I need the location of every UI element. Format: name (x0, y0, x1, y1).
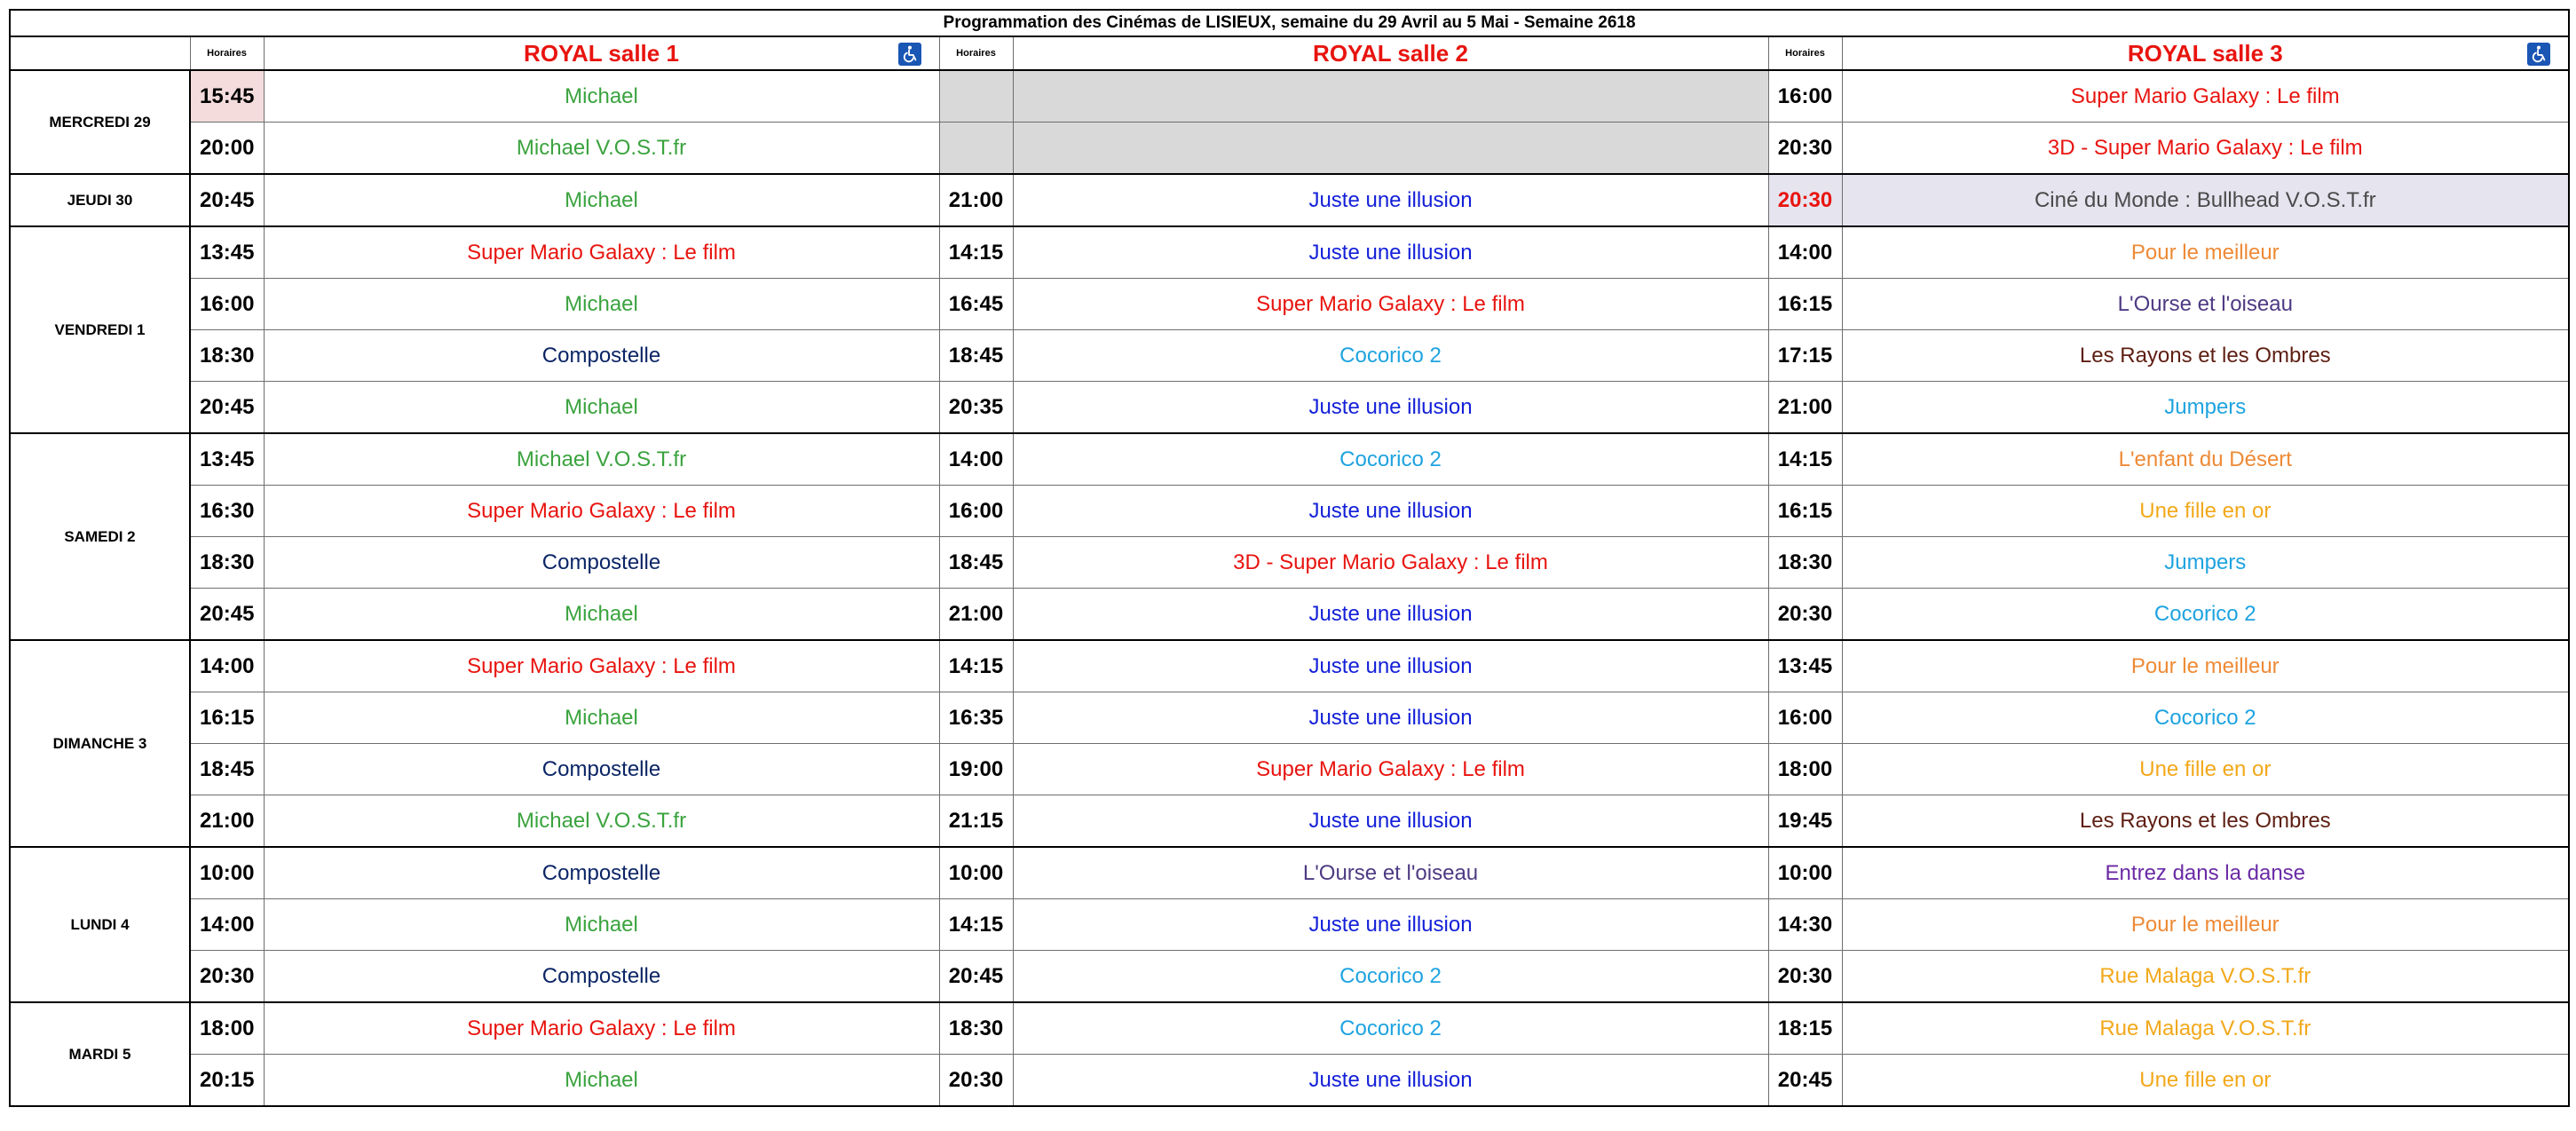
showtime-salle-2 (939, 70, 1013, 123)
schedule-row (10, 70, 2569, 123)
header-row (10, 36, 2569, 70)
showtime-salle-2: 18:30 (939, 1002, 1013, 1055)
page-title: Programmation des Cinémas de LISIEUX, semaine du 29 Avril au 5 Mai - Semaine 2618 (10, 10, 2569, 36)
showtime-salle-3: 10:00 (1768, 847, 1842, 899)
showtime-salle-3: 14:30 (1768, 899, 1842, 951)
schedule-row (10, 899, 2569, 951)
showtime-salle-1: 18:00 (190, 1002, 264, 1055)
schedule-row (10, 589, 2569, 641)
schedule-row (10, 847, 2569, 899)
showtime-salle-2 (939, 123, 1013, 175)
schedule-row (10, 692, 2569, 744)
film-title-salle-2: Juste une illusion (1013, 899, 1768, 951)
film-title-salle-1: Compostelle (264, 951, 939, 1003)
horaires-label-2: Horaires (939, 36, 1013, 70)
showtime-salle-1: 20:45 (190, 174, 264, 226)
showtime-salle-2: 18:45 (939, 330, 1013, 382)
film-title-salle-3: Les Rayons et les Ombres (1842, 330, 2569, 382)
schedule-row (10, 744, 2569, 795)
showtime-salle-3: 19:45 (1768, 795, 1842, 848)
film-title-salle-2: Super Mario Galaxy : Le film (1013, 744, 1768, 795)
showtime-salle-2: 20:45 (939, 951, 1013, 1003)
day-label: VENDREDI 1 (10, 226, 190, 433)
showtime-salle-2: 14:15 (939, 899, 1013, 951)
schedule-row (10, 382, 2569, 434)
film-title-salle-3: Jumpers (1842, 382, 2569, 434)
showtime-salle-3: 16:15 (1768, 486, 1842, 537)
schedule-row (10, 279, 2569, 330)
schedule-row (10, 640, 2569, 692)
showtime-salle-2: 21:00 (939, 174, 1013, 226)
film-title-salle-2: Juste une illusion (1013, 486, 1768, 537)
showtime-salle-3: 16:00 (1768, 692, 1842, 744)
film-title-salle-1: Compostelle (264, 537, 939, 589)
film-title-salle-3: Pour le meilleur (1842, 226, 2569, 279)
showtime-salle-3: 16:15 (1768, 279, 1842, 330)
showtime-salle-2: 21:00 (939, 589, 1013, 641)
showtime-salle-3: 18:30 (1768, 537, 1842, 589)
showtime-salle-3: 20:30 (1768, 174, 1842, 226)
film-title-salle-3: Cocorico 2 (1842, 589, 2569, 641)
film-title-salle-2: Super Mario Galaxy : Le film (1013, 279, 1768, 330)
showtime-salle-1: 10:00 (190, 847, 264, 899)
film-title-salle-1: Compostelle (264, 744, 939, 795)
day-label: LUNDI 4 (10, 847, 190, 1002)
film-title-salle-1: Michael (264, 174, 939, 226)
showtime-salle-2: 20:30 (939, 1055, 1013, 1107)
film-title-salle-1: Michael V.O.S.T.fr (264, 123, 939, 175)
film-title-salle-1: Compostelle (264, 847, 939, 899)
showtime-salle-1: 18:30 (190, 330, 264, 382)
film-title-salle-2: Cocorico 2 (1013, 330, 1768, 382)
showtime-salle-3: 17:15 (1768, 330, 1842, 382)
room-title-1 (264, 36, 939, 70)
showtime-salle-3: 13:45 (1768, 640, 1842, 692)
showtime-salle-3: 18:00 (1768, 744, 1842, 795)
title-row (10, 10, 2569, 36)
film-title-salle-2 (1013, 123, 1768, 175)
showtime-salle-1: 21:00 (190, 795, 264, 848)
film-title-salle-3: Une fille en or (1842, 744, 2569, 795)
showtime-salle-3: 18:15 (1768, 1002, 1842, 1055)
film-title-salle-3: Les Rayons et les Ombres (1842, 795, 2569, 848)
showtime-salle-1: 20:00 (190, 123, 264, 175)
film-title-salle-2: Cocorico 2 (1013, 433, 1768, 486)
day-label: MERCREDI 29 (10, 70, 190, 174)
film-title-salle-2: Juste une illusion (1013, 226, 1768, 279)
showtime-salle-1: 20:30 (190, 951, 264, 1003)
schedule-table (9, 9, 2570, 1107)
film-title-salle-1: Michael (264, 899, 939, 951)
film-title-salle-1: Super Mario Galaxy : Le film (264, 486, 939, 537)
schedule-row (10, 795, 2569, 848)
film-title-salle-1: Super Mario Galaxy : Le film (264, 226, 939, 279)
room-title-2-text: ROYAL salle 2 (1313, 39, 1468, 67)
showtime-salle-2: 21:15 (939, 795, 1013, 848)
showtime-salle-3: 20:45 (1768, 1055, 1842, 1107)
film-title-salle-1: Super Mario Galaxy : Le film (264, 640, 939, 692)
showtime-salle-1: 14:00 (190, 899, 264, 951)
showtime-salle-2: 14:15 (939, 226, 1013, 279)
showtime-salle-1: 20:15 (190, 1055, 264, 1107)
showtime-salle-1: 18:45 (190, 744, 264, 795)
wheelchair-icon (2527, 43, 2550, 66)
day-label: DIMANCHE 3 (10, 640, 190, 847)
schedule-sheet (9, 9, 2570, 1107)
showtime-salle-2: 10:00 (939, 847, 1013, 899)
film-title-salle-1: Michael (264, 1055, 939, 1107)
showtime-salle-2: 16:00 (939, 486, 1013, 537)
film-title-salle-1: Michael (264, 279, 939, 330)
room-title-2 (1013, 36, 1768, 70)
showtime-salle-3: 20:30 (1768, 123, 1842, 175)
showtime-salle-2: 16:45 (939, 279, 1013, 330)
day-label: SAMEDI 2 (10, 433, 190, 640)
showtime-salle-1: 16:00 (190, 279, 264, 330)
film-title-salle-3: L'enfant du Désert (1842, 433, 2569, 486)
film-title-salle-3: L'Ourse et l'oiseau (1842, 279, 2569, 330)
film-title-salle-3: Pour le meilleur (1842, 899, 2569, 951)
schedule-row (10, 123, 2569, 175)
showtime-salle-1: 14:00 (190, 640, 264, 692)
room-title-3 (1842, 36, 2569, 70)
showtime-salle-2: 14:15 (939, 640, 1013, 692)
schedule-row (10, 330, 2569, 382)
film-title-salle-3: Super Mario Galaxy : Le film (1842, 70, 2569, 123)
film-title-salle-1: Michael (264, 589, 939, 641)
showtime-salle-1: 16:15 (190, 692, 264, 744)
showtime-salle-1: 20:45 (190, 589, 264, 641)
horaires-label-1: Horaires (190, 36, 264, 70)
schedule-row (10, 433, 2569, 486)
showtime-salle-2: 14:00 (939, 433, 1013, 486)
film-title-salle-2: Juste une illusion (1013, 1055, 1768, 1107)
film-title-salle-2: Juste une illusion (1013, 692, 1768, 744)
film-title-salle-2: Juste une illusion (1013, 382, 1768, 434)
film-title-salle-2: Juste une illusion (1013, 589, 1768, 641)
showtime-salle-1: 15:45 (190, 70, 264, 123)
film-title-salle-2 (1013, 70, 1768, 123)
showtime-salle-1: 20:45 (190, 382, 264, 434)
showtime-salle-3: 20:30 (1768, 589, 1842, 641)
horaires-label-3: Horaires (1768, 36, 1842, 70)
film-title-salle-2: L'Ourse et l'oiseau (1013, 847, 1768, 899)
film-title-salle-2: Juste une illusion (1013, 174, 1768, 226)
film-title-salle-2: Juste une illusion (1013, 640, 1768, 692)
film-title-salle-1: Michael (264, 70, 939, 123)
film-title-salle-2: Cocorico 2 (1013, 951, 1768, 1003)
film-title-salle-3: Rue Malaga V.O.S.T.fr (1842, 951, 2569, 1003)
film-title-salle-3: Une fille en or (1842, 486, 2569, 537)
header-day-blank (10, 36, 190, 70)
film-title-salle-1: Michael (264, 382, 939, 434)
film-title-salle-3: Jumpers (1842, 537, 2569, 589)
schedule-row (10, 174, 2569, 226)
film-title-salle-2: Juste une illusion (1013, 795, 1768, 848)
film-title-salle-1: Compostelle (264, 330, 939, 382)
room-title-1-text: ROYAL salle 1 (524, 39, 679, 67)
schedule-row (10, 1055, 2569, 1107)
film-title-salle-1: Michael V.O.S.T.fr (264, 795, 939, 848)
showtime-salle-2: 20:35 (939, 382, 1013, 434)
schedule-row (10, 226, 2569, 279)
day-label: MARDI 5 (10, 1002, 190, 1106)
film-title-salle-1: Super Mario Galaxy : Le film (264, 1002, 939, 1055)
film-title-salle-3: Cocorico 2 (1842, 692, 2569, 744)
showtime-salle-2: 19:00 (939, 744, 1013, 795)
showtime-salle-2: 18:45 (939, 537, 1013, 589)
schedule-row (10, 537, 2569, 589)
showtime-salle-1: 13:45 (190, 433, 264, 486)
showtime-salle-2: 16:35 (939, 692, 1013, 744)
film-title-salle-1: Michael V.O.S.T.fr (264, 433, 939, 486)
film-title-salle-1: Michael (264, 692, 939, 744)
film-title-salle-3: Rue Malaga V.O.S.T.fr (1842, 1002, 2569, 1055)
schedule-row (10, 951, 2569, 1003)
showtime-salle-3: 14:00 (1768, 226, 1842, 279)
film-title-salle-3: Pour le meilleur (1842, 640, 2569, 692)
schedule-row (10, 486, 2569, 537)
film-title-salle-2: 3D - Super Mario Galaxy : Le film (1013, 537, 1768, 589)
showtime-salle-1: 16:30 (190, 486, 264, 537)
film-title-salle-3: Une fille en or (1842, 1055, 2569, 1107)
showtime-salle-3: 21:00 (1768, 382, 1842, 434)
wheelchair-icon (898, 43, 921, 66)
film-title-salle-2: Cocorico 2 (1013, 1002, 1768, 1055)
day-label: JEUDI 30 (10, 174, 190, 226)
showtime-salle-3: 20:30 (1768, 951, 1842, 1003)
schedule-row (10, 1002, 2569, 1055)
film-title-salle-3: Entrez dans la danse (1842, 847, 2569, 899)
film-title-salle-3: Ciné du Monde : Bullhead V.O.S.T.fr (1842, 174, 2569, 226)
film-title-salle-3: 3D - Super Mario Galaxy : Le film (1842, 123, 2569, 175)
showtime-salle-3: 16:00 (1768, 70, 1842, 123)
showtime-salle-1: 18:30 (190, 537, 264, 589)
showtime-salle-3: 14:15 (1768, 433, 1842, 486)
room-title-3-text: ROYAL salle 3 (2127, 39, 2283, 67)
showtime-salle-1: 13:45 (190, 226, 264, 279)
